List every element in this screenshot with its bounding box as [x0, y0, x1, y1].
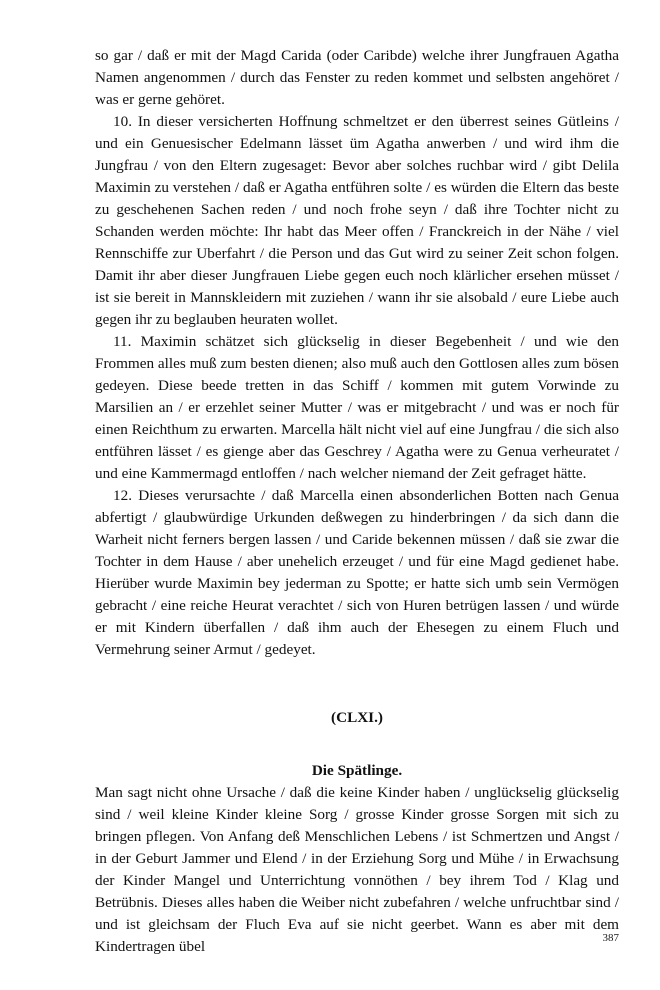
section-number-heading: (CLXI.): [331, 709, 383, 726]
paragraph-section-10: 10. In dieser versicherten Hoffnung schmeltzet er den überrest seines Gütleins / und ein Genuesischer Edelmann lässet üm Agatha anwerben / und wird ihm die Jungfrau / von den Eltern zugesaget: Bevor aber solches ruchbar wird / gibt Delila Maximin zu verstehen / daß er Agatha entführen solte / es würden die Eltern das beste zu geschehenen Sachen reden / und noch frohe seyn / daß ihre Tochter nicht zu Schanden werden möchte: Ihr habt das Meer offen / Franckreich in der Nähe / viel Rennschiffe zur Uberfahrt / die Person und das Gut wird zu seiner Zeit schon folgen. Damit ihr aber dieser Jungfrauen Liebe gegen euch noch klärlicher ersehen müsset / ist sie bereit in Mannskleidern mit zuziehen / wann ihr sie alsobald / eure Liebe auch gegen ihr zu beglauben heuraten wollet.: [95, 113, 619, 328]
page-number: 387: [602, 932, 619, 944]
section-heading-block: [95, 707, 619, 782]
paragraph-section-11: 11. Maximin schätzet sich glückselig in dieser Begebenheit / und wie den Frommen alles muß zum besten dienen; also muß auch den Gottlosen alles zum bösen gedeyen. Diese beede tretten in das Schiff / kommen mit gutem Vorwinde zu Marsilien an / er erzehlet seiner Mutter / was er mitgebracht / und was er noch für einen Reichthum zu erwarten. Marcella hält nicht viel auf eine Jungfrau / die sich also entführen lässet / es gienge aber das Geschrey / Agatha were zu Genua verheuratet / und eine Kammermagd entloffen / nach welcher niemand der Zeit gefraget hätte.: [95, 333, 619, 482]
paragraph-continuation: so gar / daß er mit der Magd Carida (oder Caribde) welche ihrer Jungfrauen Agatha Namen angenommen / durch das Fenster zu reden kommet und selbsten angehöret / was er gerne gehöret.: [95, 47, 619, 108]
paragraph-spaetlinge-opening: Man sagt nicht ohne Ursache / daß die keine Kinder haben / unglückselig glückselig sind / weil kleine Kinder kleine Sorg / grosse Kinder grosse Sorgen mit sich zu bringen pflegen. Von Anfang deß Menschlichen Lebens / ist Schmertzen und Angst / in der Geburt Jammer und Elend / in der Erziehung Sorg und Mühe / in Erwachsung der Kinder Mangel und Unterrichtung vonnöthen / bey ihrem Tod / Klag und Betrübnis. Dieses alles haben die Weiber nicht zubefahren / welche unfruchtbar sind / und ist gleichsam der Fluch Eva auf sie nicht geerbet. Wann es aber mit dem Kindertragen übel: [95, 784, 619, 955]
text-column: [95, 45, 619, 958]
section-title-heading: Die Spätlinge.: [311, 762, 403, 779]
paragraph-section-12: 12. Dieses verursachte / daß Marcella einen absonderlichen Botten nach Genua abfertigt / glaubwürdige Urkunden deßwegen zu hinderbringen / da sich dann die Warheit nicht ferners bergen lassen / und Caride bekennen müssen / daß sie zwar die Tochter in dem Hause / aber unehelich erzeuget / und für eine Magd gedienet habe. Hierüber wurde Maximin bey jederman zu Spotte; er hatte sich umb sein Vermögen gebracht / eine reiche Heurat verachtet / sich von Huren betrügen lassen / und würde er mit Kindern überfallen / daß ihm auch der Ehesegen zu einem Fluch und Vermehrung seiner Armut / gedeyet.: [95, 487, 619, 658]
